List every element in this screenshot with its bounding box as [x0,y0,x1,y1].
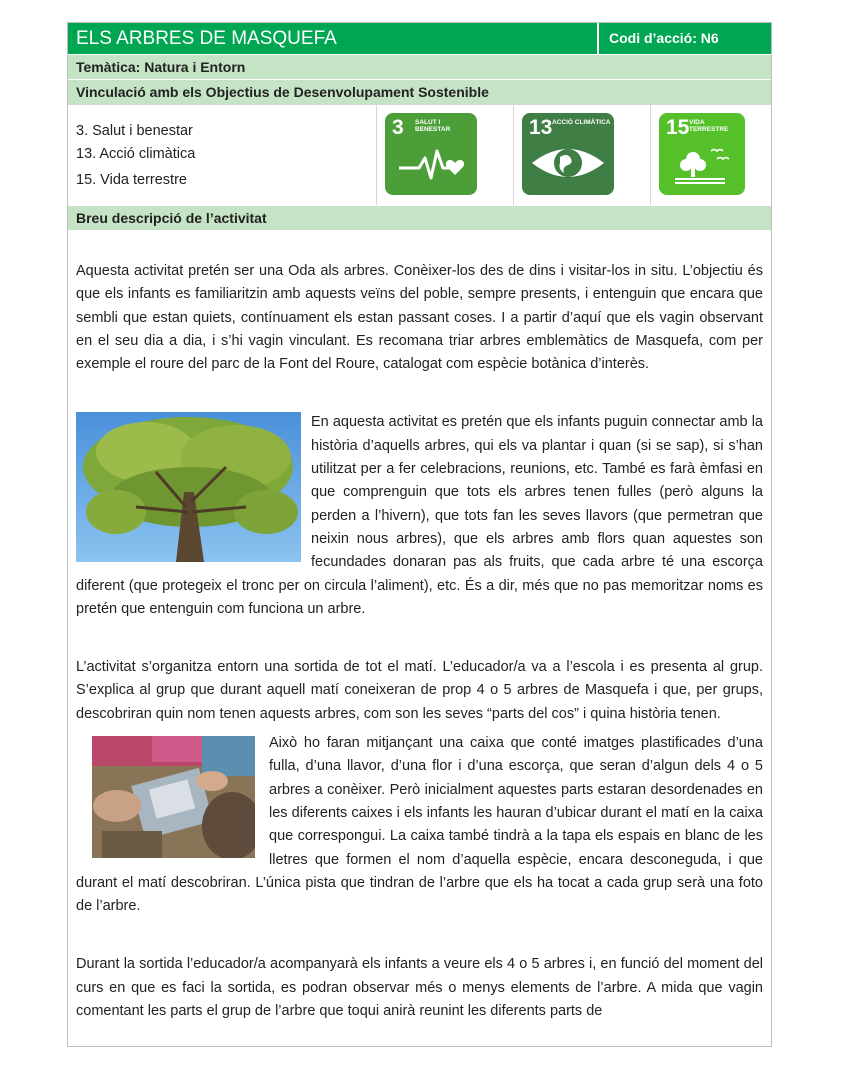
ods-13-tile [522,113,614,195]
paragraph-5: Durant la sortida l’educador/a acompanyarà els infants a veure els 4 o 5 arbres i, en funció del moment del curs en que es faci la sortida, es podran observar més o menys elements de l’arbre. A mida que vagin comentant les parts el grup de l’arbre que toqui anirà reunint les diferents parts de [76,956,763,1020]
paragraph-2: En aquesta activitat es pretén que els infants puguin connectar amb la història d’aquells arbres, qui els va plantar i quan (si se sap), si s’han utilitzat per a fer celebracions, reunions, etc. També es farà èmfasi en que comprenguin que tots els arbres tenen fulles (però alguns la perden a l’hivern), que tots fan les seves llavors (que permetran que neixin nous arbres), que els arbres amb flors quan aquestes son fecundades donaran pas als fruits, que cada arbre té una escorça diferent (que protegeix el tronc per on circula l’aliment), etc. És a dir, més que no pas memoritzar noms es pretén que entenguin com funciona un arbre. [76,414,763,617]
tree-birds-icon [659,113,745,195]
activity-title: ELS ARBRES DE MASQUEFA [68,23,599,54]
ods-15-label: VIDA TERRESTRE [689,119,729,133]
description-body [68,230,771,1023]
action-code: Codi d’acció: N6 [609,30,719,46]
heartbeat-icon [385,113,477,195]
section-band: Breu descripció de l’activitat [68,205,771,230]
ods-cell-15 [650,105,771,205]
ods-cell-13 [513,105,650,205]
ods-band: Vinculació amb els Objectius de Desenvolupament Sostenible [68,79,771,104]
children-photo [92,736,255,858]
ods-item: 3. Salut i benestar [76,123,193,139]
ods-cell-3 [376,105,513,205]
ods-13-label: ACCIÓ CLIMÀTICA [552,119,611,126]
activity-sheet [67,22,772,1047]
tematica-band: Temàtica: Natura i Entorn [68,54,771,79]
ods-3-label: SALUT I BENESTAR [415,119,451,133]
title-row [68,23,771,54]
ods-row [68,104,771,205]
ods-list [68,105,376,205]
ods-item: 13. Acció climàtica [76,146,196,162]
ods-15-tile [659,113,745,195]
ods-15-number: 15 [666,116,690,139]
paragraph-3: L’activitat s’organitza entorn una sortida de tot el matí. L’educador/a va a l’escola i es presenta al grup. S’explica al grup que durant aquell matí coneixeran de prop 4 o 5 arbres de Masquefa i que, per grups, descobriran quin nom tenen aquests arbres, com son les seves “parts del cos” i quina història tenen. [76,659,763,722]
ods-item: 15. Vida terrestre [76,172,187,188]
paragraph-1: Aquesta activitat pretén ser una Oda als arbres. Conèixer-los des de dins i visitar-los in situ. L’objectiu és que els infants es familiaritzin amb aquests veïns del poble, sempre presents, i entenguin que encara que sembli que estan quiets, contínuament els estan passant coses. I a partir d’aquí que els vagin observant en el seu dia a dia, i s’hi vagin vinculant. Es recomana triar arbres emblemàtics de Masquefa, com per exemple el roure del parc de la Font del Roure, catalogat com espècie botànica d’interès. [76,263,763,373]
ods-3-number: 3 [392,116,404,139]
eye-globe-icon [522,113,614,195]
paragraph-4: Això ho faran mitjançant una caixa que conté imatges plastificades d’una fulla, d’una llavor, d’una flor i d’una escorça, que seran d’algun dels 4 o 5 arbres a conèixer. Però inicialment aquestes parts estaran desordenades en les diferents caixes i els infants les hauran d’ubicar durant el matí en la caixa que correspongui. La caixa també tindrà a la tapa els espais en blanc de les lletres que formen el nom d’aquella espècie, encara desconeguda, i que durant el matí descobriran. L’única pista que tindran de l’arbre que els ha tocat a cada grup serà una foto de l’arbre. [76,735,763,915]
tree-photo [76,412,301,562]
ods-3-tile [385,113,477,195]
ods-13-number: 13 [529,116,553,139]
